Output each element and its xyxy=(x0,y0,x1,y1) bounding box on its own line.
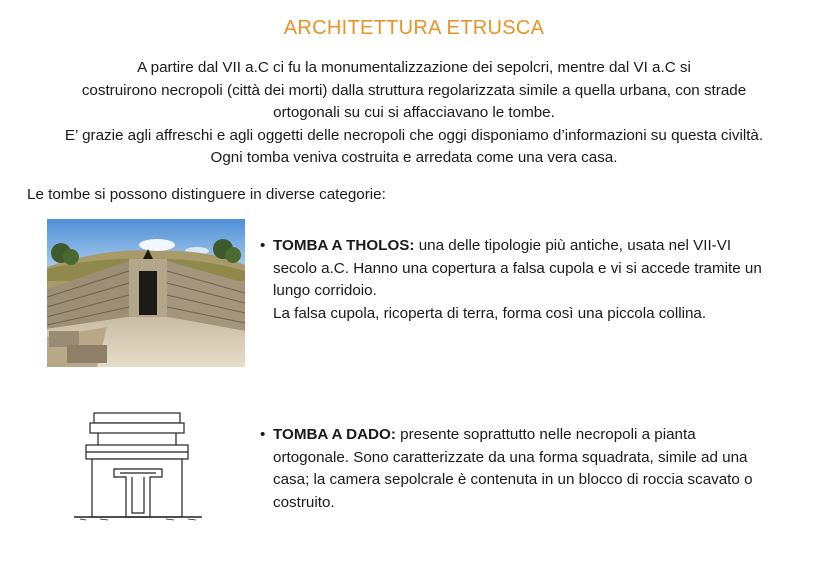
tholos-line: una delle tipologie più antiche, usata nel VII-VI xyxy=(414,237,732,254)
dado-description xyxy=(260,424,790,514)
categories-line: Le tombe si possono distinguere in diverse categorie: xyxy=(27,186,386,203)
tholos-line: secolo a.C. Hanno una copertura a falsa cupola e vi si accede tramite un xyxy=(273,259,762,277)
dado-line: costruito. xyxy=(273,493,335,511)
intro-line: ortogonali su cui si affacciavano le tombe. xyxy=(273,104,555,122)
intro-line: Ogni tomba veniva costruita e arredata come una vera casa. xyxy=(210,149,618,167)
tholos-tomb-photo xyxy=(47,219,245,367)
intro-line: costruirono necropoli (città dei morti) dalla struttura regolarizzata simile a quella urbana, con strade xyxy=(81,81,747,99)
page-title: ARCHITETTURA ETRUSCA xyxy=(283,17,545,39)
dado-line: presente soprattutto nelle necropoli a pianta xyxy=(395,426,696,443)
dado-heading: TOMBA A DADO: xyxy=(273,426,396,443)
dado-line: casa; la camera sepolcrale è contenuta in un blocco di roccia scavato o xyxy=(273,471,753,489)
intro-line: E’ grazie agli affreschi e agli oggetti delle necropoli che oggi disponiamo d’informazioni su questa civiltà. xyxy=(64,126,764,144)
dado-tomb-drawing xyxy=(70,409,205,522)
tholos-description xyxy=(260,235,800,325)
tholos-line: lungo corridoio. xyxy=(273,282,377,300)
dado-first-line xyxy=(260,424,790,447)
tholos-heading: TOMBA A THOLOS: xyxy=(273,237,415,254)
tholos-first-line xyxy=(260,235,800,258)
bullet: • xyxy=(260,237,266,254)
intro-line: A partire dal VII a.C ci fu la monumentalizzazione dei sepolcri, mentre dal VI a.C si xyxy=(137,59,691,76)
intro-paragraph xyxy=(30,57,798,170)
bullet: • xyxy=(260,426,266,443)
dado-line: ortogonale. Sono caratterizzate da una forma squadrata, simile ad una xyxy=(273,448,748,466)
tholos-line: La falsa cupola, ricoperta di terra, forma così una piccola collina. xyxy=(273,304,707,322)
